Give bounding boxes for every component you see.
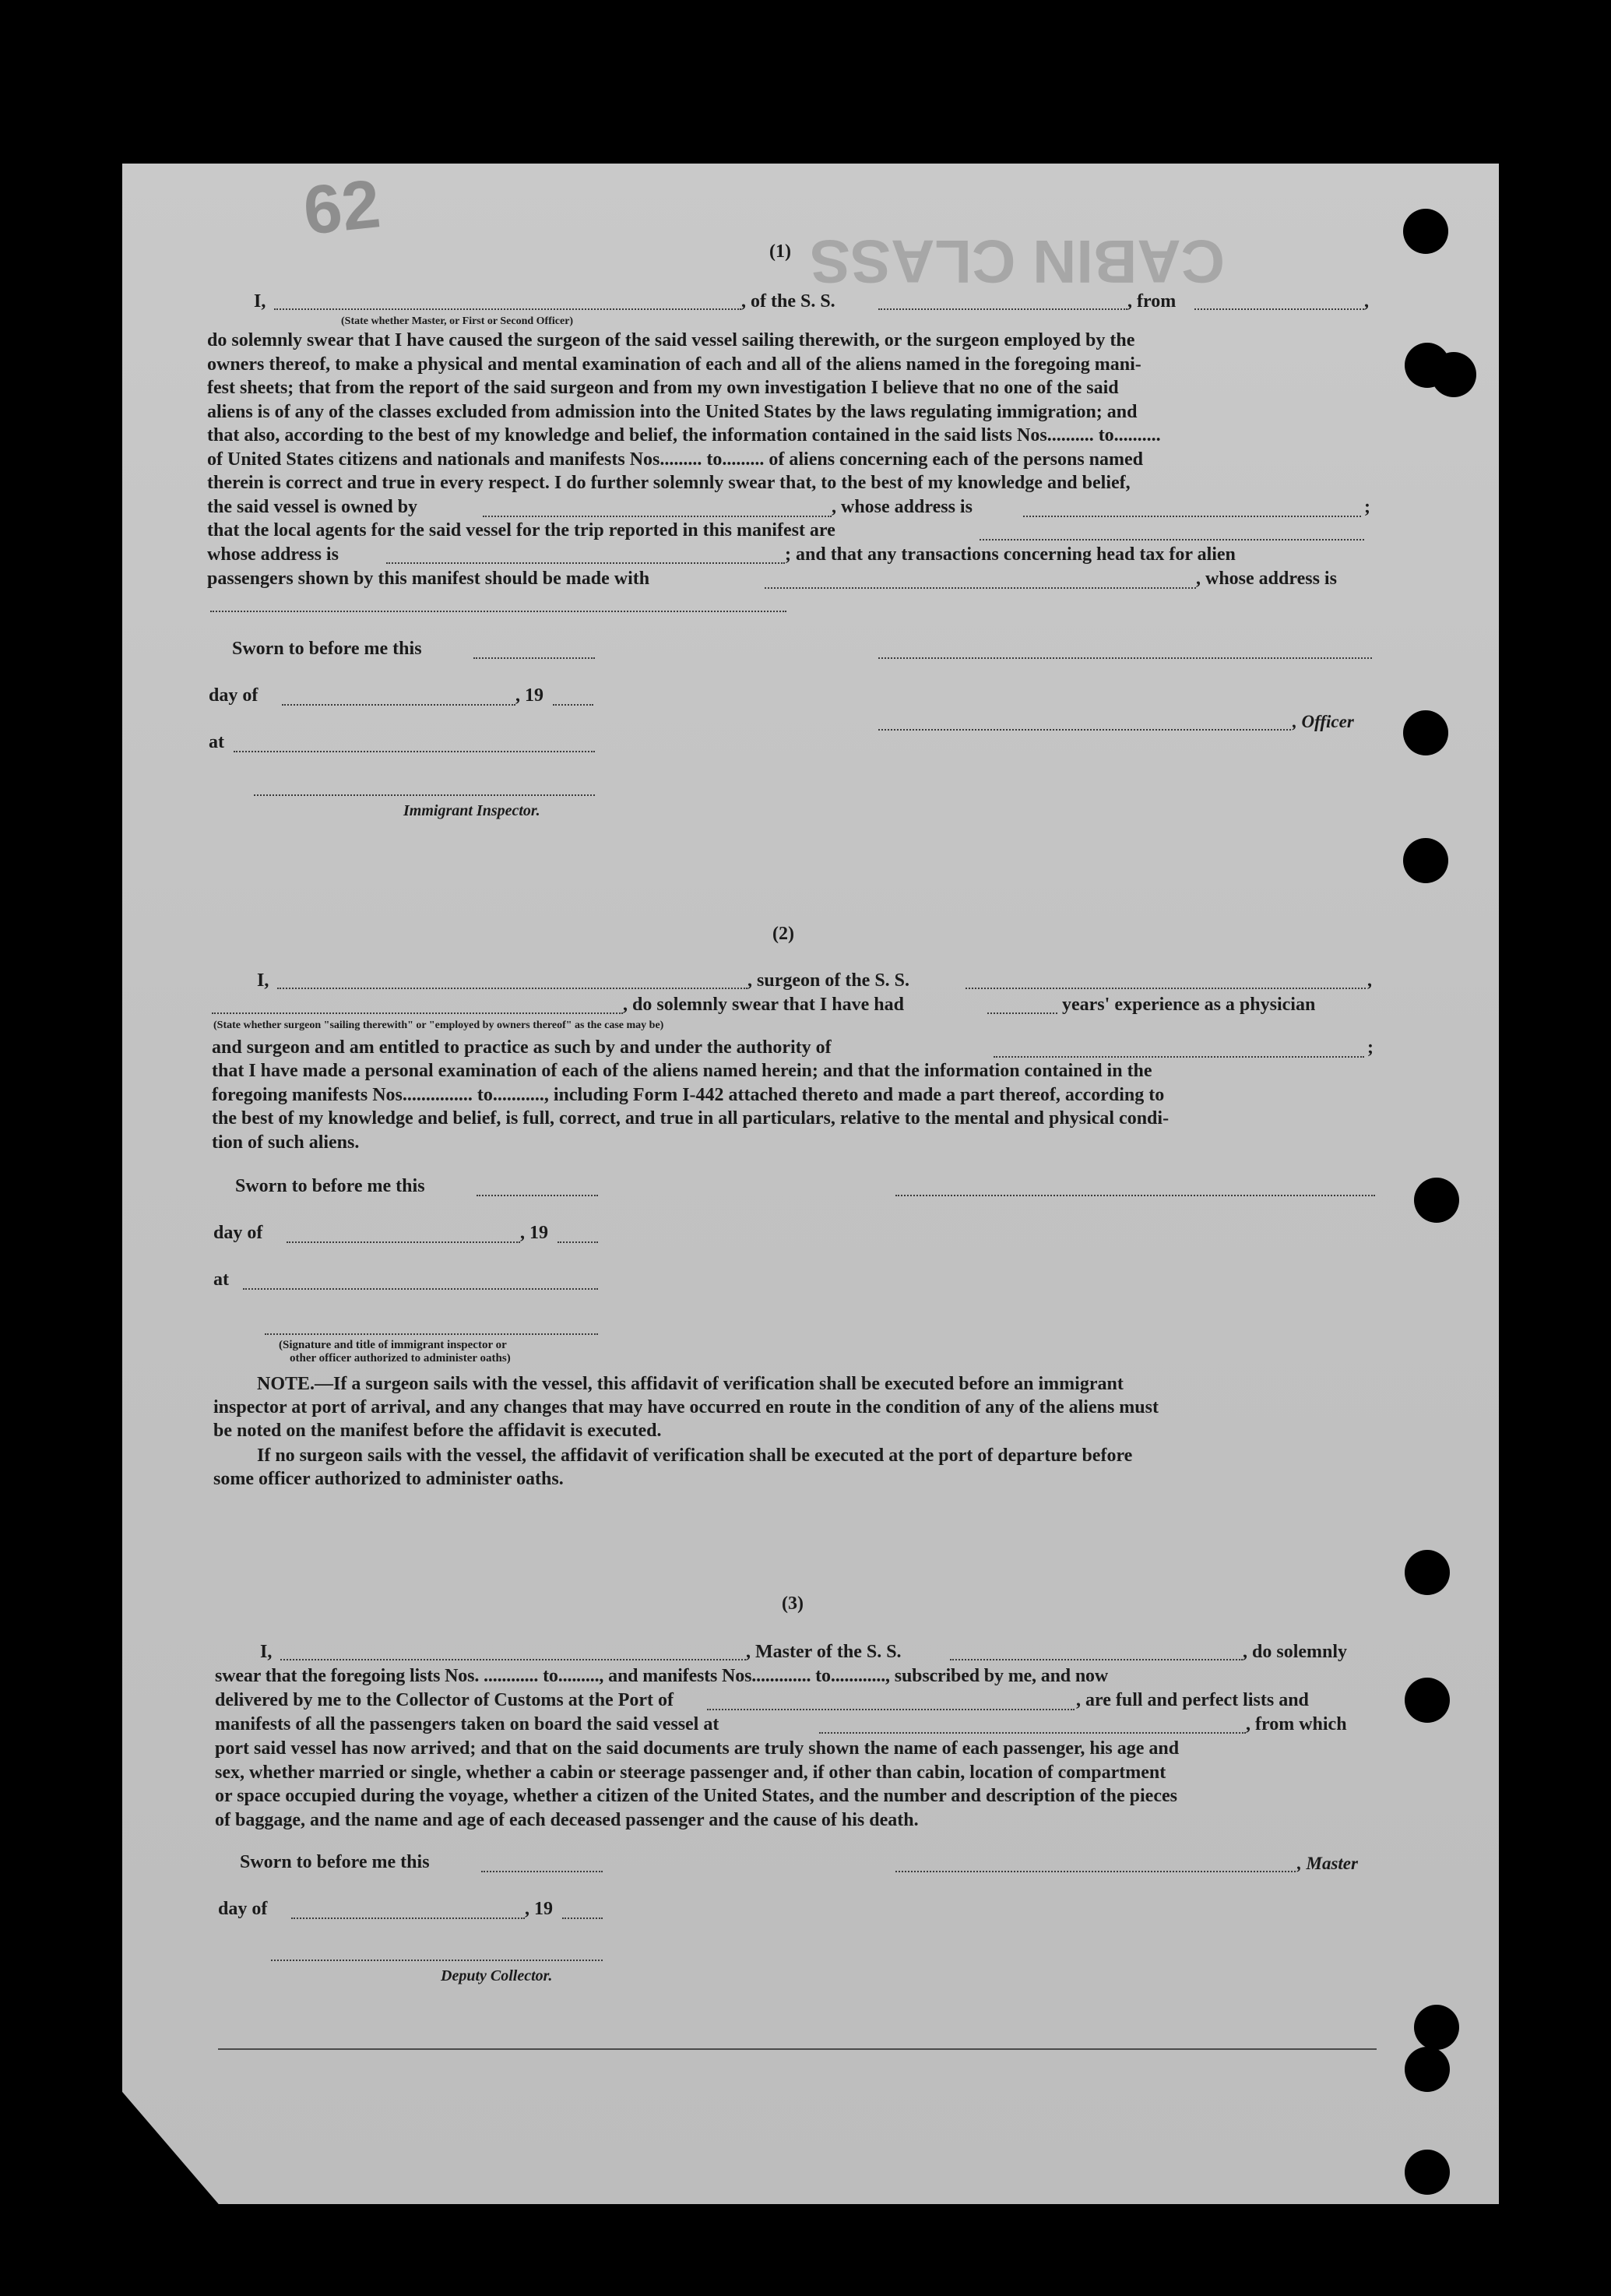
s2-line1-end: ,: [1367, 970, 1372, 991]
s3-year-field[interactable]: [562, 1917, 603, 1919]
s3-body-line: or space occupied during the voyage, whether a citizen of the United States, and the number and description of the pieces: [215, 1786, 1177, 1806]
s2-sig-caption-2: other officer authorized to administer oaths): [290, 1352, 511, 1365]
s2-years-field[interactable]: [987, 1012, 1057, 1014]
s2-note-line: be noted on the manifest before the affidavit is executed.: [213, 1421, 662, 1441]
s3-day-of: day of: [218, 1899, 268, 1919]
s3-day-field[interactable]: [291, 1917, 525, 1919]
s3-port-field[interactable]: [707, 1709, 1075, 1710]
s3-deputy-signature[interactable]: [271, 1960, 603, 1961]
s3-body: [215, 1737, 1378, 1832]
punch-hole: [1403, 209, 1448, 254]
s2-inspector-signature[interactable]: [265, 1333, 598, 1335]
s1-officer-signature[interactable]: [878, 657, 1372, 659]
s1-local-agents: that the local agents for the said vessel for the trip reported in this manifest are: [207, 520, 835, 541]
s2-authority: and surgeon and am entitled to practice as such by and under the authority of: [212, 1037, 832, 1058]
s1-inspector-label: Immigrant Inspector.: [403, 802, 540, 819]
s1-passengers: passengers shown by this manifest should be made with: [207, 569, 650, 589]
s3-delivered: delivered by me to the Collector of Customs at the Port of: [215, 1690, 674, 1710]
s2-note-line: NOTE.—If a surgeon sails with the vessel, this affidavit of verification shall be executed before an immigrant: [257, 1374, 1124, 1394]
s1-of-ss: , of the S. S.: [741, 291, 835, 312]
s1-whose-address-3: , whose address is: [1196, 569, 1337, 589]
s2-note: [213, 1372, 1377, 1442]
s2-day-of: day of: [213, 1223, 263, 1243]
s3-body-line: port said vessel has now arrived; and that on the said documents are truly shown the name of each passenger, his age and: [215, 1738, 1180, 1759]
s1-caption: (State whether Master, or First or Second Officer): [341, 315, 574, 327]
punch-hole: [1414, 2005, 1459, 2050]
s1-head-tax-field[interactable]: [765, 587, 1196, 589]
s2-surgeon-of: , surgeon of the S. S.: [747, 970, 910, 991]
s2-day-field[interactable]: [287, 1241, 520, 1243]
s2-body-line: that I have made a personal examination of each of the aliens named herein; and that the information contained in the: [212, 1061, 1152, 1081]
s1-owner-address-field[interactable]: [1023, 516, 1361, 517]
s1-head-tax-address-field[interactable]: [210, 611, 786, 612]
s2-surgeon-signature[interactable]: [895, 1195, 1375, 1196]
s3-sworn-field[interactable]: [481, 1871, 603, 1872]
s1-at-field[interactable]: [234, 751, 595, 752]
punch-hole: [1414, 1178, 1459, 1223]
s1-whose-address: , whose address is: [832, 497, 973, 517]
s1-owner-field[interactable]: [483, 516, 832, 517]
s3-line1-prefix: I,: [260, 1642, 273, 1662]
s1-body-line: of United States citizens and nationals and manifests Nos......... to......... of aliens concerning each of the persons named: [207, 449, 1144, 470]
s1-ship-field[interactable]: [878, 308, 1127, 310]
bleed-through-text: CABIN CLASS: [810, 227, 1226, 296]
s3-lists: swear that the foregoing lists Nos. ............ to........., and manifests Nos............. to............, subscribed by me, and now: [215, 1666, 1109, 1686]
s1-year-field[interactable]: [553, 704, 593, 706]
s2-authority-field[interactable]: [994, 1056, 1364, 1058]
s2-note-line: inspector at port of arrival, and any changes that may have occurred en route in the condition of any of the aliens must: [213, 1397, 1159, 1417]
s2-at-field[interactable]: [243, 1288, 598, 1290]
punch-hole: [1403, 710, 1448, 755]
s3-line1-end: , do solemnly: [1243, 1642, 1348, 1662]
punch-hole: [1405, 1678, 1450, 1723]
s2-body-line: the best of my knowledge and belief, is full, correct, and true in all particulars, relative to the mental and physical condi-: [212, 1108, 1170, 1129]
s1-body-line: fest sheets; that from the report of the said surgeon and from my own investigation I believe that no one of the said: [207, 378, 1119, 398]
punch-hole: [1403, 838, 1448, 883]
punch-hole: [1405, 2150, 1450, 2195]
s1-sworn: Sworn to before me this: [232, 639, 422, 659]
s3-sworn: Sworn to before me this: [240, 1852, 430, 1872]
s3-from-which: , from which: [1246, 1714, 1347, 1734]
s1-line1-end: ,: [1364, 291, 1369, 312]
s3-deputy-label: Deputy Collector.: [441, 1967, 553, 1984]
s2-sworn: Sworn to before me this: [235, 1176, 425, 1196]
s1-inspector-signature[interactable]: [254, 794, 595, 796]
s1-body-line: therein is correct and true in every respect. I do further solemnly swear that, to the best of my knowledge and belief,: [207, 473, 1131, 493]
s3-manifests: manifests of all the passengers taken on board the said vessel at: [215, 1714, 719, 1734]
section2-heading: (2): [772, 924, 794, 944]
s2-note2-line: some officer authorized to administer oaths.: [213, 1469, 564, 1489]
s2-swear: , do solemnly swear that I have had: [623, 995, 904, 1015]
s2-sworn-field[interactable]: [477, 1195, 598, 1196]
s1-from: , from: [1127, 291, 1177, 312]
s1-body-line: owners thereof, to make a physical and mental examination of each and all of the aliens named in the foregoing mani-: [207, 354, 1141, 375]
s2-note2: [213, 1444, 1377, 1491]
s1-body-line: aliens is of any of the classes excluded from admission into the United States by the laws regulating immigration; and: [207, 401, 1138, 422]
s3-ship-field[interactable]: [950, 1659, 1243, 1660]
s2-semicolon: ;: [1367, 1037, 1374, 1058]
s2-note2-line: If no surgeon sails with the vessel, the affidavit of verification shall be executed at the port of departure before: [257, 1446, 1133, 1466]
s3-boarding-port-field[interactable]: [819, 1732, 1246, 1734]
s2-line1-prefix: I,: [257, 970, 269, 991]
s3-full-perfect: , are full and perfect lists and: [1076, 1690, 1309, 1710]
s2-surgeon-name-field[interactable]: [277, 988, 747, 989]
s3-body-line: of baggage, and the name and age of each deceased passenger and the cause of his death.: [215, 1809, 919, 1830]
stamp-number: 62: [300, 164, 384, 249]
s3-master-signature[interactable]: [895, 1871, 1296, 1872]
s1-semicolon: ;: [1364, 497, 1370, 517]
s2-body-line: tion of such aliens.: [212, 1132, 360, 1153]
s1-sworn-field[interactable]: [473, 657, 595, 659]
s2-body-line: foregoing manifests Nos............... to..........., including Form I-442 attached thereto and made a part thereof, according to: [212, 1084, 1165, 1105]
s1-from-field[interactable]: [1194, 308, 1364, 310]
s1-at: at: [209, 732, 224, 752]
s2-caption: (State whether surgeon "sailing therewith" or "employed by owners thereof" as the case may be): [213, 1019, 664, 1031]
s1-agents-address-field[interactable]: [386, 562, 785, 564]
section1-heading: (1): [769, 241, 791, 262]
s1-body: [207, 329, 1372, 495]
s2-years: years' experience as a physician: [1062, 995, 1316, 1015]
s1-day-field[interactable]: [282, 704, 515, 706]
s3-master-name-field[interactable]: [280, 1659, 746, 1660]
s2-body: [212, 1059, 1377, 1154]
s1-day-of: day of: [209, 685, 259, 706]
bottom-rule: [218, 2048, 1377, 2050]
s3-year: , 19: [525, 1899, 553, 1919]
s1-agents-field[interactable]: [980, 539, 1364, 541]
s1-line1-prefix: I,: [254, 291, 266, 312]
s1-body-line: that also, according to the best of my knowledge and belief, the information contained in the said lists Nos.......... to..........: [207, 425, 1161, 445]
s3-body-line: sex, whether married or single, whether a cabin or steerage passenger and, if other than cabin, location of compartment: [215, 1762, 1166, 1783]
s1-owned-by: the said vessel is owned by: [207, 497, 418, 517]
punch-hole: [1405, 2047, 1450, 2092]
punch-hole: [1431, 352, 1476, 397]
s2-year-field[interactable]: [558, 1241, 598, 1243]
section3-heading: (3): [782, 1593, 804, 1614]
s1-body-line: do solemnly swear that I have caused the surgeon of the said vessel sailing therewith, or the surgeon employed by the: [207, 330, 1135, 350]
s2-at: at: [213, 1269, 229, 1290]
s2-ship-field[interactable]: [966, 988, 1366, 989]
s1-head-tax: ; and that any transactions concerning head tax for alien: [785, 544, 1236, 565]
punch-hole: [1405, 1550, 1450, 1595]
s1-officer-line[interactable]: [878, 729, 1291, 731]
s2-year: , 19: [520, 1223, 548, 1243]
s1-officer-label: , Officer: [1293, 712, 1354, 731]
s1-year: , 19: [515, 685, 543, 706]
s2-sig-caption-1: (Signature and title of immigrant inspector or: [279, 1339, 507, 1351]
s1-whose-address-2: whose address is: [207, 544, 339, 565]
s3-master-label: , Master: [1297, 1854, 1358, 1873]
s3-master-of: , Master of the S. S.: [746, 1642, 902, 1662]
